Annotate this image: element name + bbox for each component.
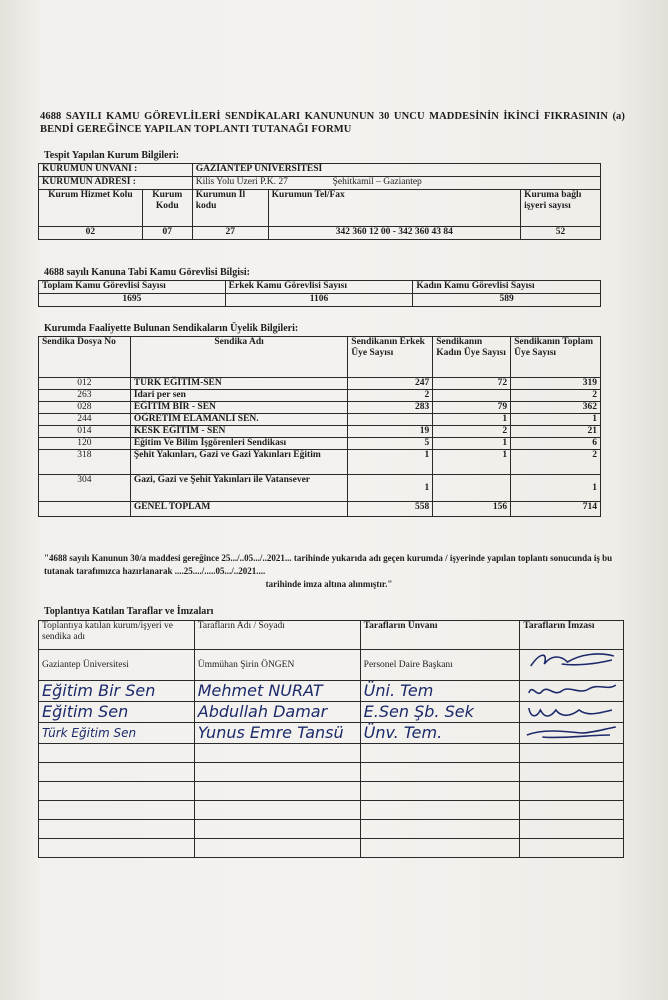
- signatory-name: Yunus Emre Tansü: [194, 723, 360, 744]
- empty-row: [39, 782, 624, 801]
- signatures-section-title: Toplantıya Katılan Taraflar ve İmzaları: [44, 606, 214, 617]
- table-row: [39, 450, 601, 475]
- institution-table: [38, 163, 601, 240]
- institution-address-value: [192, 177, 600, 190]
- union-name: TÜRK EĞİTİM-SEN: [130, 378, 347, 390]
- union-total: 21: [511, 426, 601, 438]
- union-total: 1: [511, 475, 601, 502]
- union-total: 2: [511, 450, 601, 475]
- signatory-name: Abdullah Damar: [194, 702, 360, 723]
- statement-line-2: tarihinde imza altına alınmıştır.": [265, 579, 393, 589]
- empty-row: [39, 801, 624, 820]
- union-total: 2: [511, 390, 601, 402]
- employees-header-row: [39, 281, 601, 294]
- signatures-header-row: [39, 621, 624, 650]
- table-row: [39, 378, 601, 390]
- union-total: 362: [511, 402, 601, 414]
- header-total-employees: Toplam Kamu Görevlisi Sayısı: [39, 281, 226, 294]
- institution-header-row: [39, 190, 601, 227]
- meeting-statement: [44, 552, 614, 591]
- header-service-branch: Kurum Hizmet Kolu: [39, 190, 143, 227]
- header-party-signature: Tarafların İmzası: [520, 621, 624, 650]
- total-all: 714: [511, 502, 601, 517]
- institution-name-value: GAZİANTEP ÜNİVERSİTESİ: [192, 164, 600, 177]
- signatory-title: Üni. Tem: [360, 681, 520, 702]
- union-file-no: 304: [39, 475, 131, 502]
- header-total-members: Sendikanın Toplam Üye Sayısı: [511, 337, 601, 378]
- signatory-organization: Gaziantep Üniversitesi: [39, 650, 195, 681]
- union-file-no: 120: [39, 438, 131, 450]
- signatory-name: Mehmet NURAT: [194, 681, 360, 702]
- institution-section-title: Tespit Yapılan Kurum Bilgileri:: [44, 150, 180, 161]
- empty-row: [39, 763, 624, 782]
- table-row: [39, 390, 601, 402]
- union-female: 1: [433, 438, 511, 450]
- header-male-employees: Erkek Kamu Görevlisi Sayısı: [225, 281, 413, 294]
- header-institution-code: Kurum Kodu: [142, 190, 192, 227]
- total-label: GENEL TOPLAM: [130, 502, 347, 517]
- union-male: 5: [348, 438, 433, 450]
- institution-address-label: KURUMUN ADRESİ :: [39, 177, 193, 190]
- union-name: Eğitim Ve Bilim İşgörenleri Sendikası: [130, 438, 347, 450]
- header-province-code: Kurumun İl kodu: [192, 190, 268, 227]
- unions-table: [38, 336, 601, 517]
- union-file-no: 244: [39, 414, 131, 426]
- handwritten-signature-2: [523, 681, 620, 701]
- union-male: 2: [348, 390, 433, 402]
- union-male: 247: [348, 378, 433, 390]
- address-street: Kilis Yolu Üzeri P.K. 27: [195, 177, 288, 187]
- employees-value-row: [39, 294, 601, 307]
- unions-section-title: Kurumda Faaliyette Bulunan Sendikaların Üyelik Bilgileri:: [44, 323, 299, 334]
- header-file-no: Sendika Dosya No: [39, 337, 131, 378]
- total-male: 558: [348, 502, 433, 517]
- header-party-name: Tarafların Adı / Soyadı: [194, 621, 360, 650]
- union-name: KESK EĞİTİM - SEN: [130, 426, 347, 438]
- signatory-title: E.Sen Şb. Sek: [360, 702, 520, 723]
- handwritten-signature-1: [523, 650, 620, 670]
- value-total-employees: 1695: [39, 294, 226, 307]
- union-file-no: 028: [39, 402, 131, 414]
- signatory-organization: Türk Eğitim Sen: [39, 723, 195, 744]
- institution-name-row: [39, 164, 601, 177]
- value-male-employees: 1106: [225, 294, 413, 307]
- union-female: [433, 390, 511, 402]
- value-service-branch: 02: [39, 227, 143, 240]
- employees-table: [38, 280, 601, 307]
- institution-name-label: KURUMUN ÜNVANI :: [39, 164, 193, 177]
- table-row: [39, 681, 624, 702]
- table-row: [39, 475, 601, 502]
- header-male-members: Sendikanın Erkek Üye Sayısı: [348, 337, 433, 378]
- union-total: 1: [511, 414, 601, 426]
- institution-address-row: [39, 177, 601, 190]
- union-male: 19: [348, 426, 433, 438]
- signature-cell: [520, 723, 624, 744]
- union-file-no: 014: [39, 426, 131, 438]
- unions-total-row: [39, 502, 601, 517]
- table-row: [39, 426, 601, 438]
- union-male: 1: [348, 450, 433, 475]
- union-name: İdari per sen: [130, 390, 347, 402]
- signature-cell: [520, 650, 624, 681]
- value-female-employees: 589: [413, 294, 601, 307]
- header-union-name: Sendika Adı: [130, 337, 347, 378]
- header-workplace-count: Kuruma bağlı işyeri sayısı: [521, 190, 601, 227]
- signatures-table: [38, 620, 624, 858]
- table-row: [39, 702, 624, 723]
- union-male: 283: [348, 402, 433, 414]
- table-row: [39, 402, 601, 414]
- value-tel-fax: 342 360 12 00 - 342 360 43 84: [268, 227, 520, 240]
- union-name: Gazi, Gazi ve Şehit Yakınları ile Vatansever: [130, 475, 347, 502]
- union-female: 1: [433, 450, 511, 475]
- header-tel-fax: Kurumun Tel/Fax: [268, 190, 520, 227]
- union-total: 319: [511, 378, 601, 390]
- signature-cell: [520, 702, 624, 723]
- address-district: Şehitkamil – Gaziantep: [332, 177, 422, 187]
- employees-section-title: 4688 sayılı Kanuna Tabi Kamu Görevlisi Bilgisi:: [44, 267, 250, 278]
- total-empty-cell: [39, 502, 131, 517]
- union-file-no: 318: [39, 450, 131, 475]
- union-female: 2: [433, 426, 511, 438]
- value-province-code: 27: [192, 227, 268, 240]
- union-male: [348, 414, 433, 426]
- union-female: 79: [433, 402, 511, 414]
- union-file-no: 012: [39, 378, 131, 390]
- value-institution-code: 07: [142, 227, 192, 240]
- header-female-members: Sendikanın Kadın Üye Sayısı: [433, 337, 511, 378]
- union-male: 1: [348, 475, 433, 502]
- handwritten-signature-4: [523, 723, 620, 743]
- union-name: ÖĞRETİM ELAMANLI SEN.: [130, 414, 347, 426]
- union-total: 6: [511, 438, 601, 450]
- signatory-name: Ümmühan Şirin ÖNGEN: [194, 650, 360, 681]
- signature-cell: [520, 681, 624, 702]
- signatory-organization: Eğitim Sen: [39, 702, 195, 723]
- table-row: [39, 438, 601, 450]
- handwritten-signature-3: [523, 702, 620, 722]
- signatory-title: Ünv. Tem.: [360, 723, 520, 744]
- table-row: [39, 723, 624, 744]
- document-title: 4688 SAYILI KAMU GÖREVLİLERİ SENDİKALARI KANUNUNUN 30 UNCU MADDESİNİN İKİNCİ FIKRASININ (a) BENDİ GEREĞİNCE YAPILAN TOPLANTI TUTANAĞI FORMU: [40, 111, 625, 135]
- empty-row: [39, 744, 624, 763]
- union-female: 1: [433, 414, 511, 426]
- unions-header-row: [39, 337, 601, 378]
- union-file-no: 263: [39, 390, 131, 402]
- signatory-organization: Eğitim Bir Sen: [39, 681, 195, 702]
- empty-row: [39, 820, 624, 839]
- table-row: [39, 414, 601, 426]
- institution-value-row: [39, 227, 601, 240]
- signatory-title: Personel Daire Başkanı: [360, 650, 520, 681]
- union-female: [433, 475, 511, 502]
- header-female-employees: Kadın Kamu Görevlisi Sayısı: [413, 281, 601, 294]
- union-name: EĞİTİM BİR - SEN: [130, 402, 347, 414]
- value-workplace-count: 52: [521, 227, 601, 240]
- union-female: 72: [433, 378, 511, 390]
- header-organization: Toplantıya katılan kurum/işyeri ve sendika adı: [39, 621, 195, 650]
- statement-line-1: "4688 sayılı Kanunun 30/a maddesi gereğince 25.../..05.../..2021... tarihinde yukarıda adı geçen kurumda / işyerinde yapılan toplantı sonucunda iş bu tutanak tarafımızca hazırlanarak ....25..../.....05.../..2021....: [44, 553, 613, 576]
- union-name: Şehit Yakınları, Gazi ve Gazi Yakınları Eğitim: [130, 450, 347, 475]
- table-row: [39, 650, 624, 681]
- total-female: 156: [433, 502, 511, 517]
- empty-row: [39, 839, 624, 858]
- header-party-title: Tarafların Ünvanı: [360, 621, 520, 650]
